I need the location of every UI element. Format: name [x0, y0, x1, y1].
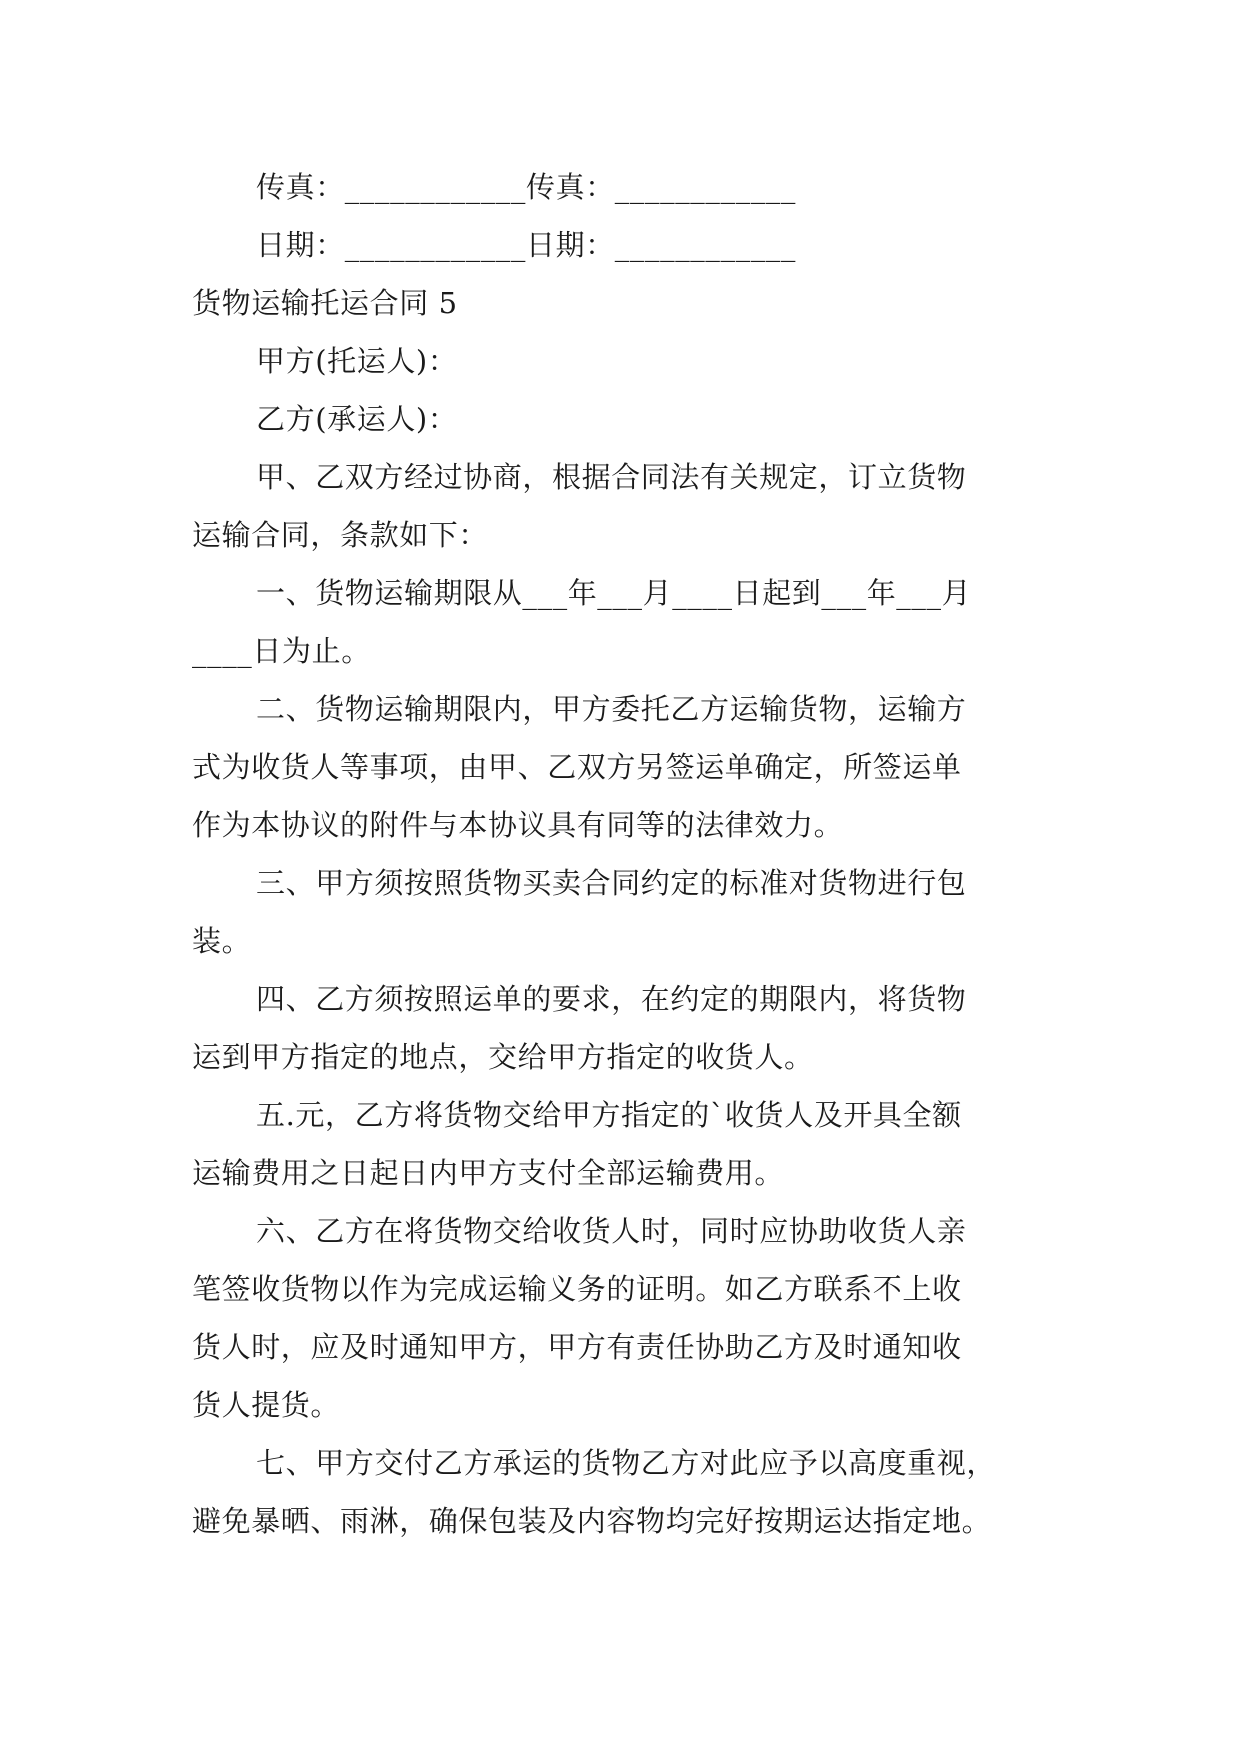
- clause-6-line-2: 笔签收货物以作为完成运输义务的证明。如乙方联系不上收: [192, 1272, 962, 1306]
- clause-2-line-3: 作为本协议的附件与本协议具有同等的法律效力。: [192, 808, 844, 842]
- clause-4-line-2: 运到甲方指定的地点，交给甲方指定的收货人。: [192, 1040, 814, 1074]
- fax-line: 传真：____________传真：____________: [256, 170, 796, 204]
- clause-2-line-1: 二、货物运输期限内，甲方委托乙方运输货物，运输方: [256, 692, 967, 726]
- date-line: 日期：____________日期：____________: [256, 228, 796, 262]
- clause-5-line-1: 五.元，乙方将货物交给甲方指定的`收货人及开具全额: [256, 1098, 962, 1132]
- clause-3-line-2: 装。: [192, 924, 252, 958]
- clause-6-line-1: 六、乙方在将货物交给收货人时，同时应协助收货人亲: [256, 1214, 967, 1248]
- clause-2-line-2: 式为收货人等事项，由甲、乙双方另签运单确定，所签运单: [192, 750, 962, 784]
- clause-6-line-3: 货人时，应及时通知甲方，甲方有责任协助乙方及时通知收: [192, 1330, 962, 1364]
- clause-1-line-2: ____日为止。: [192, 634, 371, 668]
- clause-7-line-2: 避免暴晒、雨淋，确保包装及内容物均完好按期运达指定地。: [192, 1504, 992, 1538]
- clause-5-line-2: 运输费用之日起日内甲方支付全部运输费用。: [192, 1156, 785, 1190]
- intro-paragraph-line-1: 甲、乙双方经过协商，根据合同法有关规定，订立货物: [256, 460, 967, 494]
- clause-6-line-4: 货人提货。: [192, 1388, 341, 1422]
- clause-1-line-1: 一、货物运输期限从___年___月____日起到___年___月: [256, 576, 972, 610]
- clause-3-line-1: 三、甲方须按照货物买卖合同约定的标准对货物进行包: [256, 866, 967, 900]
- intro-paragraph-line-2: 运输合同，条款如下：: [192, 518, 489, 552]
- contract-title: 货物运输托运合同 5: [192, 286, 458, 320]
- clause-7-line-1: 七、甲方交付乙方承运的货物乙方对此应予以高度重视，: [256, 1446, 997, 1480]
- clause-4-line-1: 四、乙方须按照运单的要求，在约定的期限内，将货物: [256, 982, 967, 1016]
- party-a-line: 甲方(托运人)：: [256, 344, 458, 378]
- party-b-line: 乙方(承运人)：: [256, 402, 458, 436]
